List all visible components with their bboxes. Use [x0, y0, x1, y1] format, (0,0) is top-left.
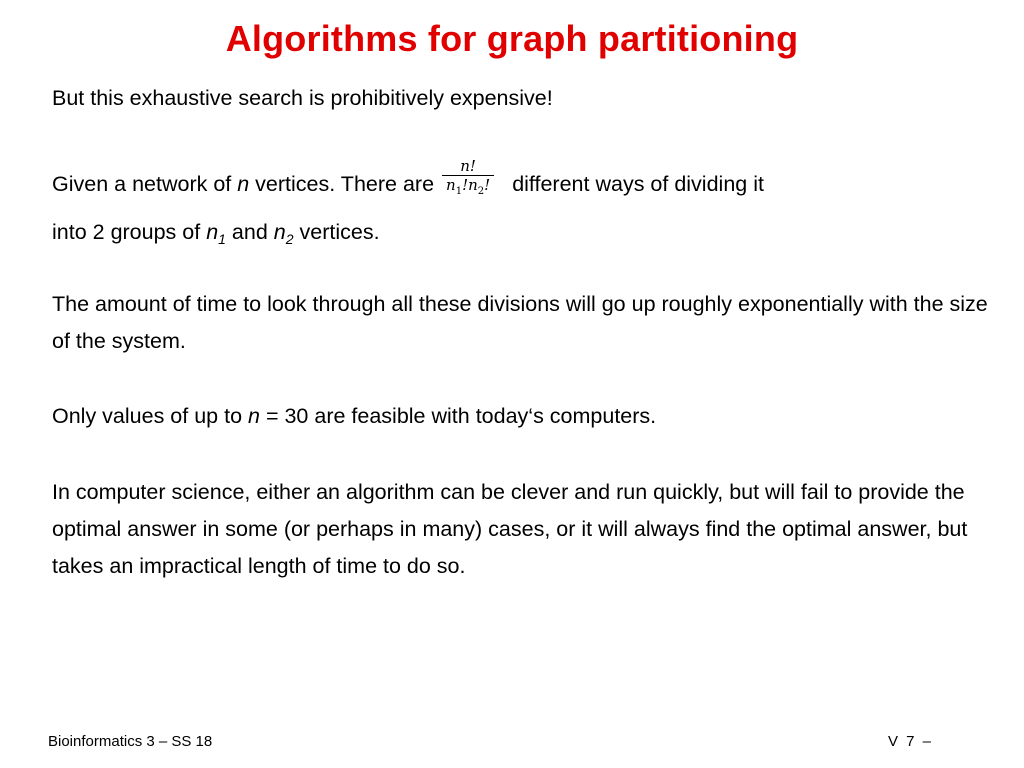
footer-course: Bioinformatics 3 – SS 18 — [48, 733, 213, 750]
fraction-denominator — [442, 175, 494, 201]
variable-n2: n — [273, 220, 286, 244]
paragraph-exhaustive-search: But this exhaustive search is prohibitively expensive! — [52, 86, 553, 110]
text-segment: into 2 groups of — [52, 220, 207, 244]
text-segment: different ways of dividing it — [512, 172, 764, 196]
text-segment: vertices. — [293, 220, 380, 244]
text-segment: and — [225, 220, 274, 244]
variable-n: n — [237, 172, 250, 196]
paragraph-exponential-time: The amount of time to look through all these divisions will go up roughly exponentially with the size of the system. — [52, 292, 988, 353]
text-segment: Given a network of — [52, 172, 238, 196]
den-n2-sub: 2 — [477, 186, 485, 198]
text-segment: = 30 are feasible with today‘s computers. — [259, 404, 657, 428]
den-mid: !n — [462, 176, 478, 195]
den-n1-sub: 1 — [455, 186, 463, 198]
variable-n1: n — [206, 220, 219, 244]
paragraph-computer-science: In computer science, either an algorithm can be clever and run quickly, but will fail to provide the optimal answer in some (or perhaps in many) cases, or it will always find the optimal answer, but takes an impractical length of time to do so. — [52, 480, 968, 578]
variable-n: n — [248, 404, 260, 428]
subscript-2: 2 — [285, 231, 294, 247]
paragraph-network-division — [52, 157, 992, 263]
den-end: ! — [484, 176, 491, 195]
fraction-formula — [442, 157, 494, 201]
text-segment: vertices. There are — [249, 172, 435, 196]
fraction-numerator: n! — [460, 157, 476, 176]
slide-title: Algorithms for graph partitioning — [225, 18, 799, 59]
subscript-1: 1 — [218, 231, 226, 247]
text-segment: Only values of up to — [52, 404, 248, 428]
den-n1-var: n — [446, 176, 456, 195]
paragraph-feasible-values — [52, 398, 992, 435]
footer-slide-number: V 7 – — [888, 733, 934, 750]
